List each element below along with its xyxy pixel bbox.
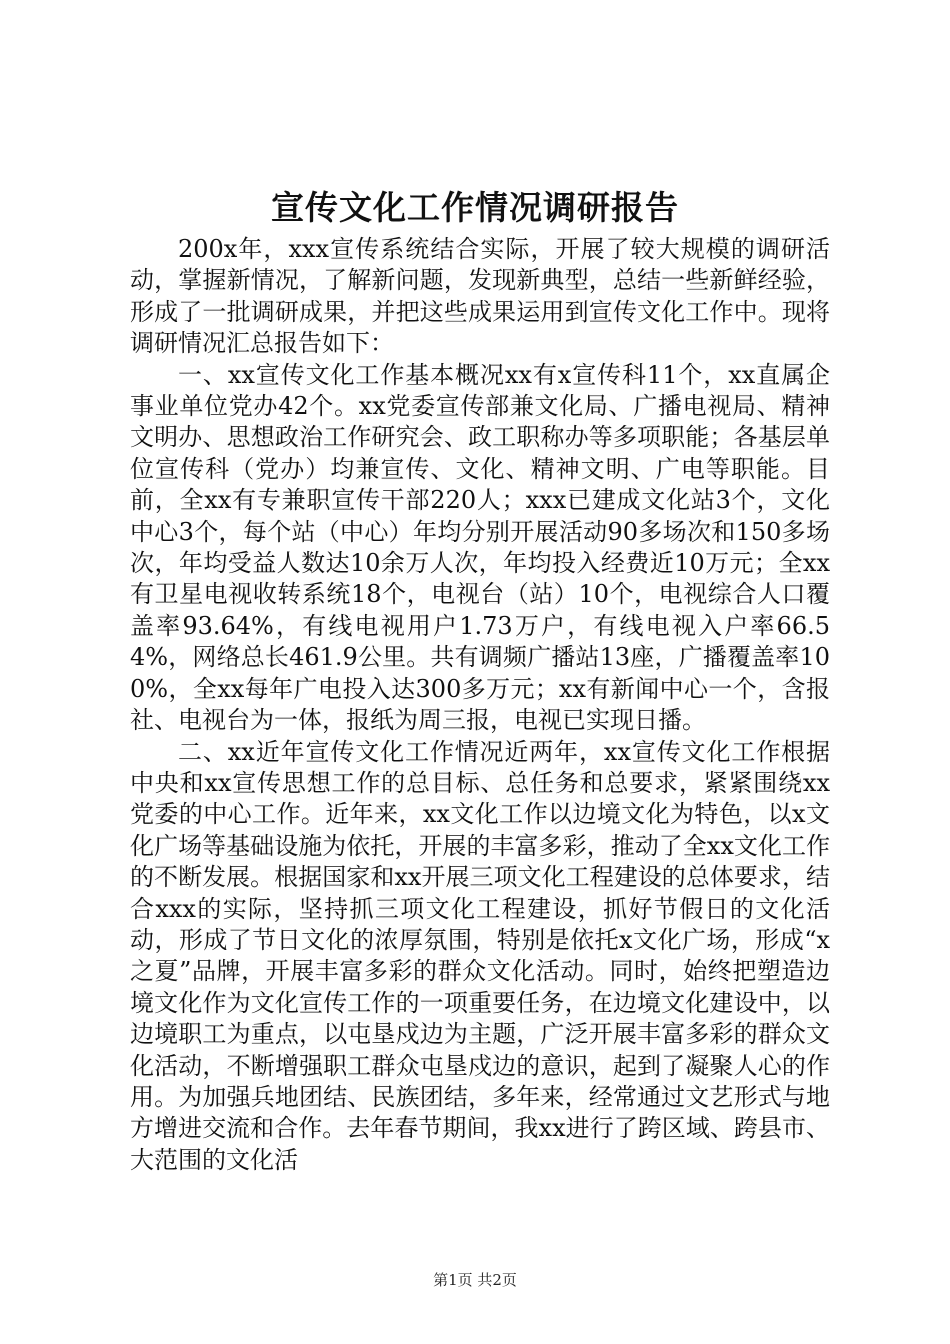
paragraph-intro: 200x年，xxx宣传系统结合实际，开展了较大规模的调研活动，掌握新情况，了解新问题，发现新典型，总结一些新鲜经验，形成了一批调研成果，并把这些成果运用到宣传文化工作中。现将调研情况汇总报告如下： — [130, 235, 830, 358]
document-title: 宣传文化工作情况调研报告 — [271, 188, 679, 227]
page-footer: 第1页 共2页 — [433, 1271, 517, 1289]
document-body — [130, 234, 830, 1176]
paragraph-section-2: 二、xx近年宣传文化工作情况近两年，xx宣传文化工作根据中央和xx宣传思想工作的总目标、总任务和总要求，紧紧围绕xx党委的中心工作。近年来，xx文化工作以边境文化为特色，以x文化广场等基础设施为依托，开展的丰富多彩，推动了全xx文化工作的不断发展。根据国家和xx开展三项文化工程建设的总体要求，结合xxx的实际，坚持抓三项文化工程建设，抓好节假日的文化活动，形成了节日文化的浓厚氛围，特别是依托x文化广场，形成“x之夏”品牌，开展丰富多彩的群众文化活动。同时，始终把塑造边境文化作为文化宣传工作的一项重要任务，在边境文化建设中，以边境职工为重点，以屯垦戍边为主题，广泛开展丰富多彩的群众文化活动，不断增强职工群众屯垦戍边的意识，起到了凝聚人心的作用。为加强兵地团结、民族团结，多年来，经常通过文艺形式与地方增进交流和合作。去年春节期间，我xx进行了跨区域、跨县市、大范围的文化活 — [130, 737, 830, 1174]
paragraph-section-1: 一、xx宣传文化工作基本概况xx有x宣传科11个，xx直属企事业单位党办42个。xx党委宣传部兼文化局、广播电视局、精神文明办、思想政治工作研究会、政工职称办等多项职能；各基层单位宣传科（党办）均兼宣传、文化、精神文明、广电等职能。目前，全xx有专兼职宣传干部220人；xxx已建成文化站3个，文化中心3个，每个站（中心）年均分别开展活动90多场次和150多场次，年均受益人数达10余万人次，年均投入经费近10万元；全xx有卫星电视收转系统18个，电视台（站）10个，电视综合人口覆盖率93.64%，有线电视用户1.73万户，有线电视入户率66.54%，网络总长461.9公里。共有调频广播站13座，广播覆盖率100%，全xx每年广电投入达300多万元；xx有新闻中心一个，含报社、电视台为一体，报纸为周三报，电视已实现日播。 — [130, 360, 830, 735]
